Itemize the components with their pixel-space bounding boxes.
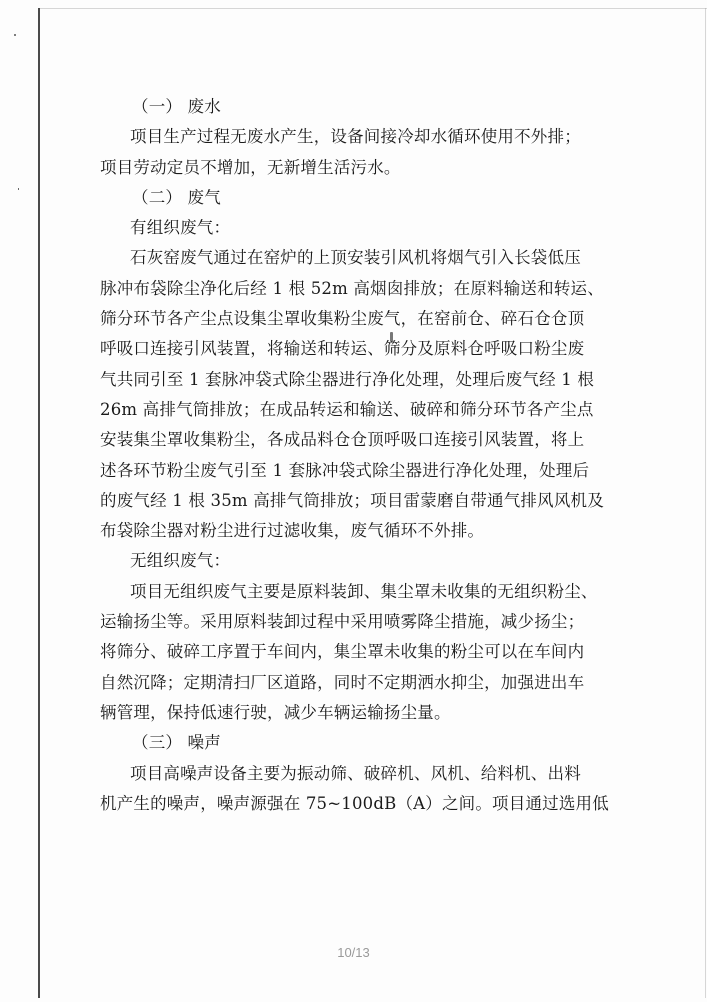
scan-speck [18,188,19,190]
paragraph-line: 将筛分、破碎工序置于车间内，集尘罩未收集的粉尘可以在车间内 [100,642,585,662]
paragraph-line: 筛分环节各产尘点设集尘罩收集粉尘废气，在窑前仓、碎石仓仓顶 [100,309,585,329]
paragraph-line: 机产生的噪声，噪声源强在 75~100dB（A）之间。项目通过选用低 [100,793,609,813]
paragraph-line: 石灰窑废气通过在窑炉的上顶安装引风机将烟气引入长袋低压 [130,248,581,268]
paragraph-line: 26m 高排气筒排放；在成品转运和输送、破碎和筛分环节各产尘点 [100,399,594,419]
paragraph-line: 述各环节粉尘废气引至 1 套脉冲袋式除尘器进行净化处理，处理后 [100,460,590,480]
paragraph-line: 脉冲布袋除尘净化后经 1 根 52m 高烟囱排放；在原料输送和转运、 [100,278,604,298]
subheading-organized-exhaust: 有组织废气： [130,218,231,238]
paragraph-line: 项目无组织废气主要是原料装卸、集尘罩未收集的无组织粉尘、 [130,581,598,601]
scan-edge-left [38,8,40,998]
paragraph-line: 呼吸口连接引风装置，将输送和转运、筛分及原料仓呼吸口粉尘废 [100,339,585,359]
subheading-fugitive-exhaust: 无组织废气： [130,551,231,571]
paragraph-line: 自然沉降；定期清扫厂区道路，同时不定期洒水抑尘，加强进出车 [100,672,585,692]
paragraph-line: 辆管理，保持低速行驶，减少车辆运输扬尘量。 [100,702,451,722]
paragraph-line: 项目生产过程无废水产生，设备间接冷却水循环使用不外排； [130,127,581,147]
scan-edge-right [705,8,706,998]
paragraph-line: 安装集尘罩收集粉尘，各成品料仓仓顶呼吸口连接引风装置，将上 [100,430,585,450]
paragraph-line: 项目劳动定员不增加，无新增生活污水。 [100,157,401,177]
section-heading-exhaust-gas: （二） 废气 [132,187,221,207]
paragraph-line: 的废气经 1 根 35m 高排气筒排放；项目雷蒙磨自带通气排风风机及 [100,490,604,510]
paragraph-line: 布袋除尘器对粉尘进行过滤收集，废气循环不外排。 [100,521,485,541]
paragraph-line: 项目高噪声设备主要为振动筛、破碎机、风机、给料机、出料 [130,763,581,783]
paragraph-line: 运输扬尘等。采用原料装卸过程中采用喷雾降尘措施，减少扬尘； [100,612,585,632]
paragraph-line: 气共同引至 1 套脉冲袋式除尘器进行净化处理，处理后废气经 1 根 [100,369,595,389]
scan-edge-top [40,8,707,9]
section-heading-noise: （三） 噪声 [132,733,221,753]
page-number: 10/13 [337,945,370,960]
document-body [100,92,620,819]
section-heading-wastewater: （一） 废水 [132,97,221,116]
scan-speck [14,34,16,36]
